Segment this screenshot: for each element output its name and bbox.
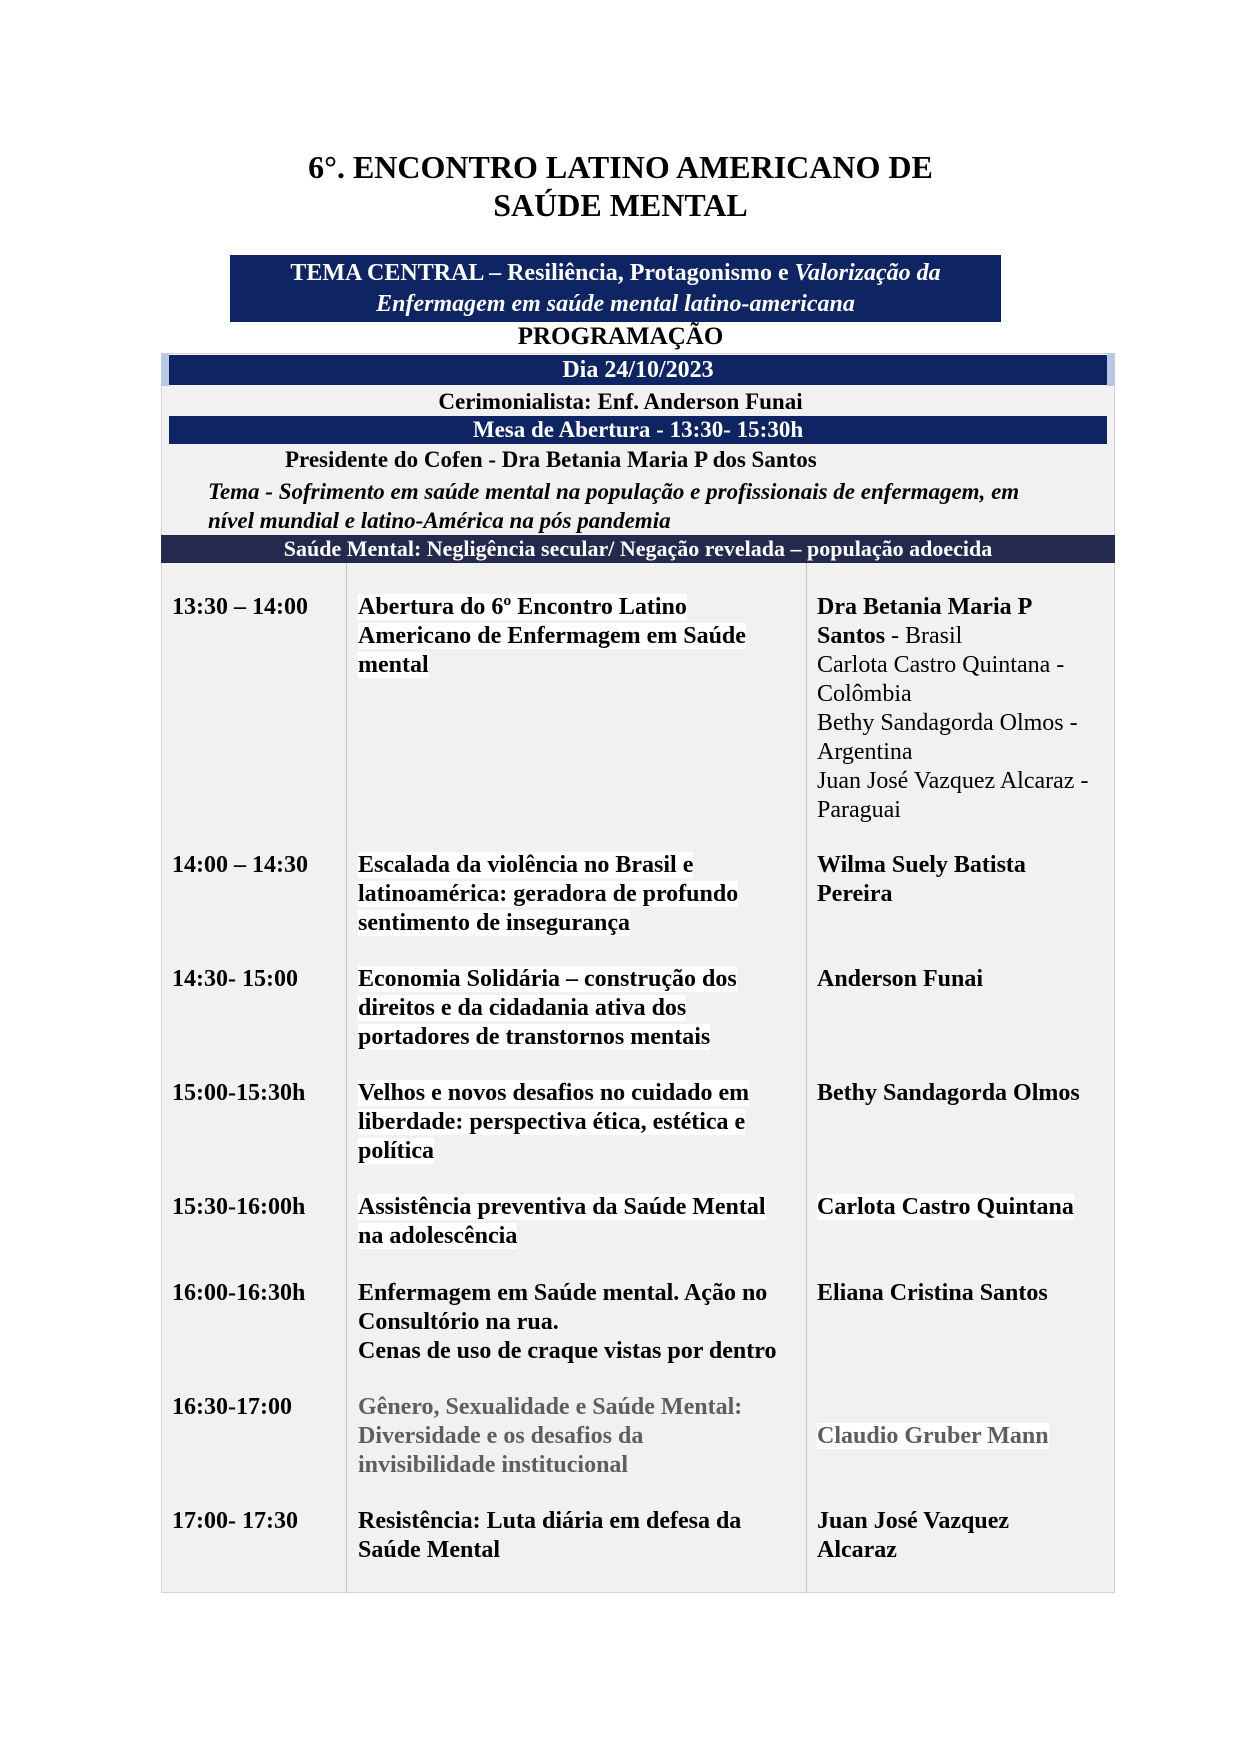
central-theme-line2: Enfermagem em saúde mental latino-americana xyxy=(376,291,855,317)
tema-line1: Tema - Sofrimento em saúde mental na população e profissionais de enfermagem, em xyxy=(208,479,1020,504)
row-time: 15:30-16:00h xyxy=(172,1194,306,1220)
speaker-line: Alcaraz xyxy=(817,1537,897,1563)
row-speakers xyxy=(817,1279,1107,1308)
topic-line: Assistência preventiva da Saúde Mental xyxy=(358,1194,766,1220)
speaker-line: Colômbia xyxy=(817,681,912,707)
speaker-line: Santos xyxy=(817,623,886,649)
row-topic xyxy=(358,1393,798,1480)
tema-text xyxy=(208,477,1098,535)
topic-line: Resistência: Luta diária em defesa da xyxy=(358,1508,742,1534)
row-time: 16:00-16:30h xyxy=(172,1280,306,1306)
row-topic xyxy=(358,1193,798,1251)
speaker-line: Wilma Suely Batista xyxy=(817,852,1026,878)
table-edge-right xyxy=(1107,353,1115,386)
topic-line: Gênero, Sexualidade e Saúde Mental: xyxy=(358,1394,743,1420)
speaker-line: Carlota Castro Quintana xyxy=(817,1194,1074,1220)
table-edge-left xyxy=(161,353,169,386)
topic-line: Consultório na rua. xyxy=(358,1309,559,1335)
row-topic xyxy=(358,593,798,680)
speaker-line: Pereira xyxy=(817,881,893,907)
topic-line: Escalada da violência no Brasil e xyxy=(358,852,694,878)
column-divider-1 xyxy=(346,563,347,1593)
programacao-heading: PROGRAMAÇÃO xyxy=(517,323,724,350)
speaker-line: Juan José Vazquez Alcaraz - xyxy=(817,768,1089,794)
topic-line: Diversidade e os desafios da xyxy=(358,1423,644,1449)
speaker-line: Bethy Sandagorda Olmos xyxy=(817,1080,1080,1106)
topic-line: liberdade: perspectiva ética, estética e xyxy=(358,1109,746,1135)
row-speakers xyxy=(817,1507,1107,1565)
president-line: Presidente do Cofen - Dra Betania Maria P dos Santos xyxy=(285,447,817,472)
column-divider-2 xyxy=(806,563,807,1593)
page-title-line1: 6°. ENCONTRO LATINO AMERICANO DE xyxy=(308,149,933,185)
topic-line: Americano de Enfermagem em Saúde xyxy=(358,623,746,649)
day-band: Dia 24/10/2023 xyxy=(169,355,1107,385)
speaker-line: Anderson Funai xyxy=(817,966,984,992)
row-topic xyxy=(358,965,798,1052)
topic-line: Cenas de uso de craque vistas por dentro xyxy=(358,1338,777,1364)
speaker-line: Eliana Cristina Santos xyxy=(817,1280,1048,1306)
topic-line: Enfermagem em Saúde mental. Ação no xyxy=(358,1280,768,1306)
topic-line: portadores de transtornos mentais xyxy=(358,1024,711,1050)
row-topic xyxy=(358,851,798,938)
central-theme-label: TEMA CENTRAL – Resiliência, Protagonismo e xyxy=(290,260,795,286)
speaker-line: Dra Betania Maria P xyxy=(817,594,1033,620)
topic-line: Abertura do 6º Encontro Latino xyxy=(358,594,687,620)
topic-line: direitos e da cidadania ativa dos xyxy=(358,995,687,1021)
row-topic xyxy=(358,1079,798,1166)
row-time: 13:30 – 14:00 xyxy=(172,594,308,620)
page-title-line2: SAÚDE MENTAL xyxy=(493,187,748,223)
speaker-line: Carlota Castro Quintana - xyxy=(817,652,1065,678)
row-time: 17:00- 17:30 xyxy=(172,1508,298,1534)
speaker-line: Argentina xyxy=(817,739,913,765)
topic-line: Velhos e novos desafios no cuidado em xyxy=(358,1080,750,1106)
speaker-line: Paraguai xyxy=(817,797,901,823)
row-speakers xyxy=(817,593,1107,825)
row-time: 14:00 – 14:30 xyxy=(172,852,308,878)
topic-line: Economia Solidária – construção dos xyxy=(358,966,737,992)
topic-line: política xyxy=(358,1138,434,1164)
speaker-line: Juan José Vazquez xyxy=(817,1508,1010,1534)
topic-line: na adolescência xyxy=(358,1223,518,1249)
topic-line: Saúde Mental xyxy=(358,1537,501,1563)
row-speakers xyxy=(817,1079,1107,1108)
topic-line: invisibilidade institucional xyxy=(358,1452,629,1478)
row-topic xyxy=(358,1507,798,1565)
central-theme-italic1: Valorização da xyxy=(794,260,941,286)
row-speakers xyxy=(817,1193,1107,1222)
speaker-line: Bethy Sandagorda Olmos - xyxy=(817,710,1078,736)
speaker-country: - Brasil xyxy=(885,623,963,649)
topic-line: sentimento de insegurança xyxy=(358,910,630,936)
central-theme-banner xyxy=(230,255,1001,322)
ceremonialist: Cerimonialista: Enf. Anderson Funai xyxy=(438,389,803,414)
row-speakers xyxy=(817,851,1107,909)
topic-line: latinoamérica: geradora de profundo xyxy=(358,881,739,907)
row-topic xyxy=(358,1279,798,1366)
subtheme-band: Saúde Mental: Negligência secular/ Negação revelada – população adoecida xyxy=(161,535,1115,563)
speaker-line: Claudio Gruber Mann xyxy=(817,1423,1049,1449)
row-time: 15:00-15:30h xyxy=(172,1080,306,1106)
central-theme-line1 xyxy=(230,258,1001,289)
row-time: 14:30- 15:00 xyxy=(172,966,298,992)
topic-line: mental xyxy=(358,652,429,678)
row-speakers xyxy=(817,1422,1107,1451)
row-time: 16:30-17:00 xyxy=(172,1394,292,1420)
row-speakers xyxy=(817,965,1107,994)
tema-line2: nível mundial e latino-América na pós pandemia xyxy=(208,508,671,533)
opening-table-band: Mesa de Abertura - 13:30- 15:30h xyxy=(169,416,1107,444)
